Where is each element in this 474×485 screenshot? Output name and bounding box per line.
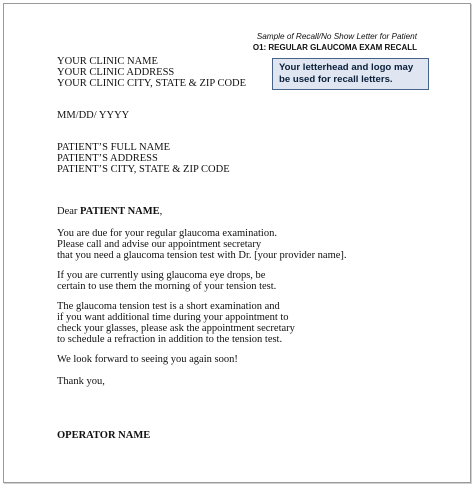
clinic-city-state-zip: YOUR CLINIC CITY, STATE & ZIP CODE xyxy=(57,78,247,89)
paragraph-line: to schedule a refraction in addition to the tension test. xyxy=(57,334,283,345)
sample-title: Sample of Recall/No Show Letter for Patient xyxy=(256,32,417,41)
patient-city-state-zip: PATIENT’S CITY, STATE & ZIP CODE xyxy=(57,164,230,175)
paragraph-line: if you want additional time during your appointment to xyxy=(57,312,289,323)
recall-code: O1: REGULAR GLAUCOMA EXAM RECALL xyxy=(252,43,417,52)
clinic-address: YOUR CLINIC ADDRESS xyxy=(57,67,175,78)
clinic-block xyxy=(57,56,246,89)
paragraph-line: We look forward to seeing you again soon! xyxy=(57,354,238,365)
paragraph-line: Please call and advise our appointment secretary xyxy=(57,239,262,250)
clinic-name: YOUR CLINIC NAME xyxy=(57,56,158,67)
paragraph-line: If you are currently using glaucoma eye drops, be xyxy=(57,270,266,281)
closing: Thank you, xyxy=(57,376,105,387)
paragraph-line: that you need a glaucoma tension test with Dr. [your provider name]. xyxy=(57,250,347,261)
body-paragraph-1 xyxy=(57,228,347,261)
paragraph-line: You are due for your regular glaucoma examination. xyxy=(57,228,277,239)
body-paragraph-3 xyxy=(57,301,295,345)
letterhead-callout: Your letterhead and logo may be used for recall letters. xyxy=(272,58,429,90)
paragraph-line: check your glasses, please ask the appointment secretary xyxy=(57,323,295,334)
patient-block xyxy=(57,142,230,175)
salutation xyxy=(57,206,162,217)
body-paragraph-4 xyxy=(57,354,238,365)
letter-date xyxy=(57,110,129,121)
patient-address: PATIENT’S ADDRESS xyxy=(57,153,158,164)
paragraph-line: certain to use them the morning of your tension test. xyxy=(57,281,277,292)
salutation-name: PATIENT NAME xyxy=(80,206,160,217)
body-paragraph-2 xyxy=(57,270,276,292)
salutation-prefix: Dear xyxy=(57,206,81,217)
date-text: MM/DD/ YYYY xyxy=(57,110,130,121)
salutation-suffix: , xyxy=(159,206,163,217)
patient-full-name: PATIENT’S FULL NAME xyxy=(57,142,170,153)
paragraph-line: The glaucoma tension test is a short examination and xyxy=(57,301,280,312)
signature-name: OPERATOR NAME xyxy=(57,430,151,441)
